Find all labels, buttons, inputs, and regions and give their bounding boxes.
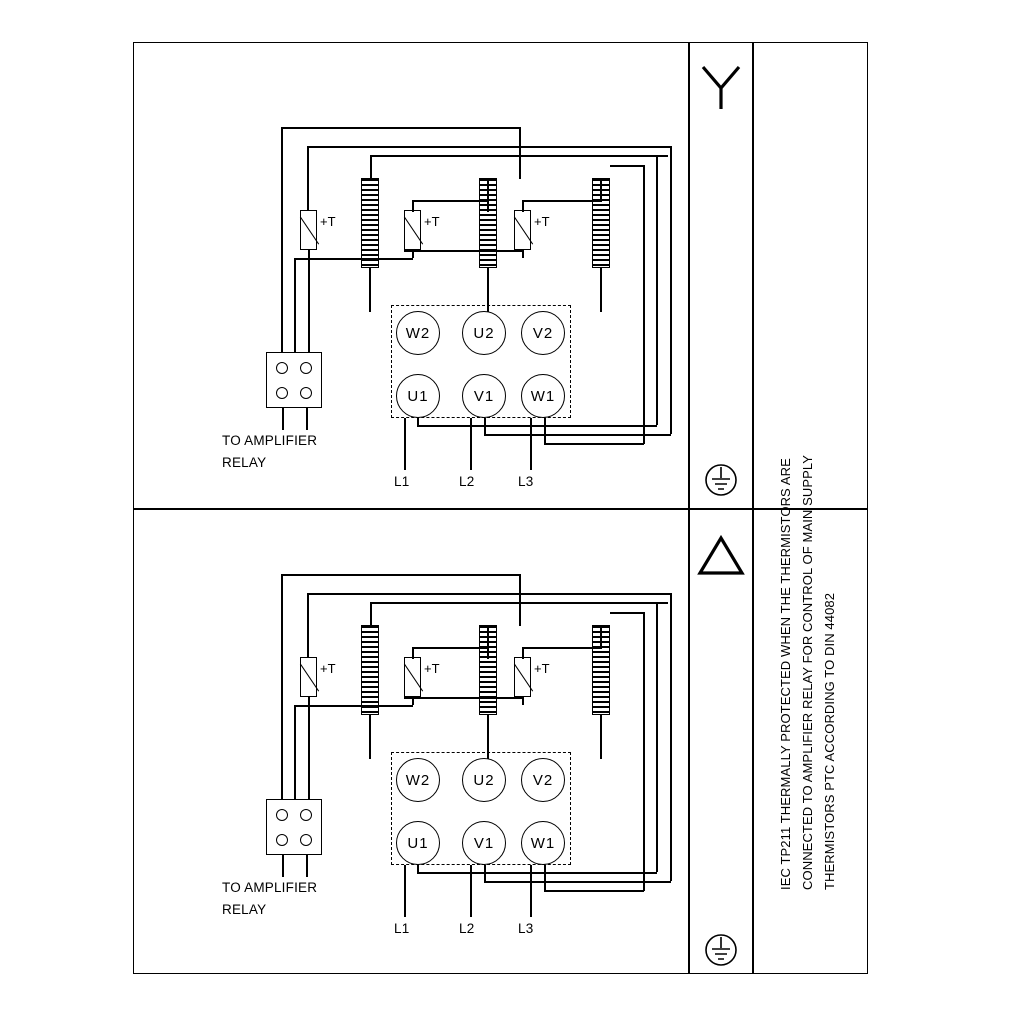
thermistor-ptc-2 [404, 210, 421, 250]
phase-label-l2: L2 [459, 474, 475, 489]
symbol-column-divider [688, 42, 690, 974]
motor-coil-1 [361, 625, 379, 715]
motor-coil-1 [361, 178, 379, 268]
amplifier-label-line1: TO AMPLIFIER [222, 433, 318, 448]
note-line-3: THERMISTORS PTC ACCORDING TO DIN 44082 [822, 592, 837, 890]
thermistor-label-1: +T [320, 661, 336, 676]
terminal-v1: V1 [462, 821, 506, 865]
thermistor-label-2: +T [424, 661, 440, 676]
phase-label-l1: L1 [394, 474, 410, 489]
thermistor-ptc-3 [514, 657, 531, 697]
star-connection-symbol [698, 62, 744, 114]
terminal-v2: V2 [521, 311, 565, 355]
terminal-w1: W1 [521, 374, 565, 418]
note-column-divider [752, 42, 754, 974]
thermistor-ptc-3 [514, 210, 531, 250]
thermistor-label-2: +T [424, 214, 440, 229]
thermistor-label-3: +T [534, 661, 550, 676]
terminal-w1: W1 [521, 821, 565, 865]
terminal-w2: W2 [396, 311, 440, 355]
terminal-u1: U1 [396, 374, 440, 418]
terminal-u1: U1 [396, 821, 440, 865]
thermistor-ptc-1 [300, 657, 317, 697]
amplifier-label-line2: RELAY [222, 455, 267, 470]
terminal-v1: V1 [462, 374, 506, 418]
terminal-v2: V2 [521, 758, 565, 802]
note-line-1: IEC TP211 THERMALLY PROTECTED WHEN THE THERMISTORS ARE [778, 458, 793, 890]
thermistor-label-1: +T [320, 214, 336, 229]
delta-connection-symbol [696, 533, 746, 577]
amplifier-label-line2: RELAY [222, 902, 267, 917]
terminal-w2: W2 [396, 758, 440, 802]
earth-ground-symbol [700, 460, 742, 500]
thermistor-ptc-2 [404, 657, 421, 697]
note-line-2: CONNECTED TO AMPLIFIER RELAY FOR CONTROL OF MAIN SUPPLY [800, 454, 815, 890]
phase-label-l1: L1 [394, 921, 410, 936]
terminal-u2: U2 [462, 311, 506, 355]
amplifier-label-line1: TO AMPLIFIER [222, 880, 318, 895]
phase-label-l3: L3 [518, 921, 534, 936]
phase-label-l3: L3 [518, 474, 534, 489]
amplifier-connector [266, 352, 322, 408]
earth-ground-symbol [700, 930, 742, 970]
terminal-u2: U2 [462, 758, 506, 802]
thermistor-label-3: +T [534, 214, 550, 229]
phase-label-l2: L2 [459, 921, 475, 936]
amplifier-connector [266, 799, 322, 855]
panel-divider [133, 508, 868, 510]
thermistor-ptc-1 [300, 210, 317, 250]
